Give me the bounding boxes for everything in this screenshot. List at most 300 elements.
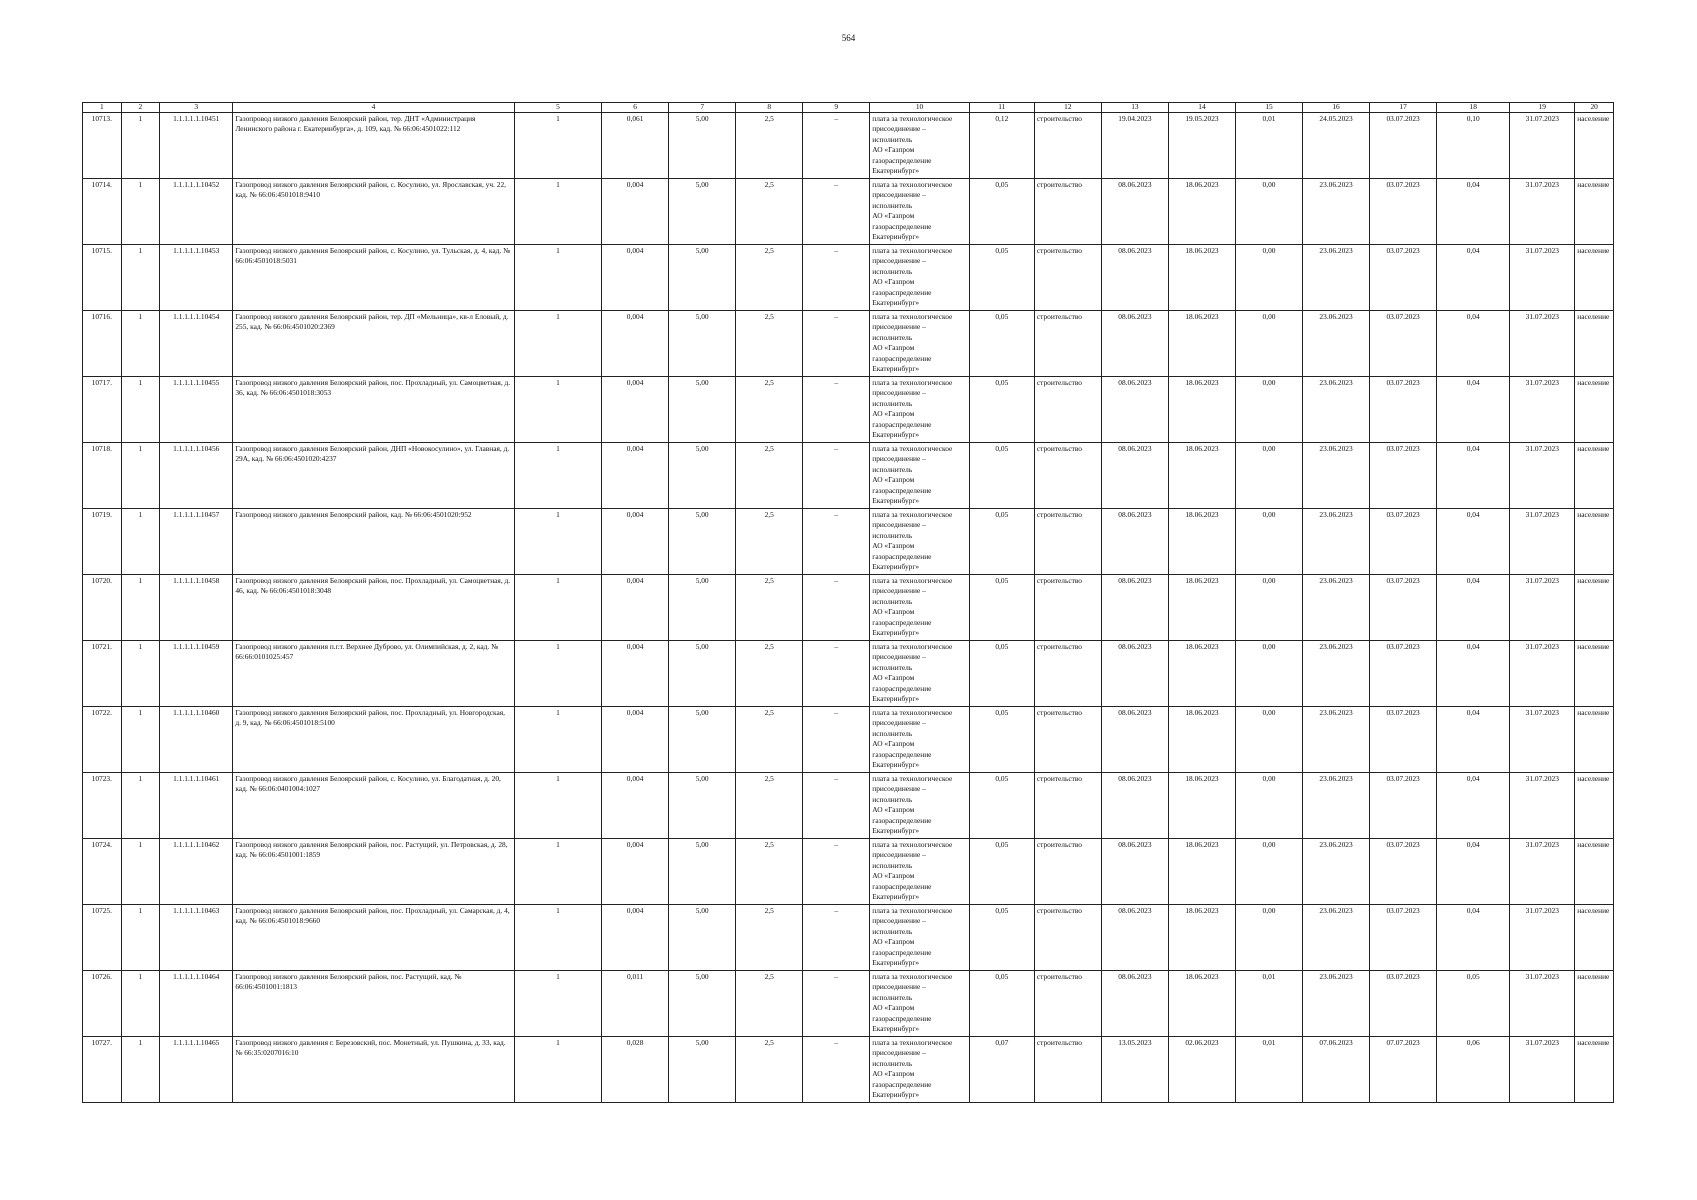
cell-deadline: 31.07.2023 bbox=[1510, 971, 1575, 1037]
cell-end-date: 18.06.2023 bbox=[1168, 971, 1235, 1037]
cell-value-a: 0,00 bbox=[1235, 179, 1302, 245]
cell-deadline: 31.07.2023 bbox=[1510, 575, 1575, 641]
cell-row-number: 10718. bbox=[83, 443, 122, 509]
cell-pressure-b: 2,5 bbox=[736, 641, 803, 707]
cell-object-description: Газопровод низкого давления Белоярский район, пос. Прохладный, ул. Самоцветная, д. 36, кад. № 66:06:4501018:3053 bbox=[233, 377, 514, 443]
cell-count: 1 bbox=[121, 443, 160, 509]
cell-consumer-category: население bbox=[1575, 641, 1614, 707]
table-row bbox=[83, 575, 1614, 641]
cell-consumer-category: население bbox=[1575, 179, 1614, 245]
cell-value-a: 0,01 bbox=[1235, 1037, 1302, 1103]
cell-start-date: 08.06.2023 bbox=[1101, 311, 1168, 377]
cell-start-date: 08.06.2023 bbox=[1101, 641, 1168, 707]
cell-work-type: строительство bbox=[1034, 905, 1101, 971]
cell-length: 0,061 bbox=[602, 113, 669, 179]
cell-value-b: 0,04 bbox=[1437, 707, 1510, 773]
cell-consumer-category: население bbox=[1575, 509, 1614, 575]
cell-date-b: 03.07.2023 bbox=[1370, 707, 1437, 773]
cell-object-description: Газопровод низкого давления Белоярский район, кад. № 66:06:4501020:952 bbox=[233, 509, 514, 575]
cell-object-description: Газопровод низкого давления Белоярский район, тер. ДП «Мельница», кв-л Еловый, д. 255, кад. № 66:06:4501020:2369 bbox=[233, 311, 514, 377]
cell-payment-source: плата за технологическое присоединение – исполнитель АО «Газпром газораспределение Екатеринбург» bbox=[870, 575, 970, 641]
cell-dash: – bbox=[803, 575, 870, 641]
cell-value-a: 0,00 bbox=[1235, 377, 1302, 443]
table-row bbox=[83, 245, 1614, 311]
cell-quantity: 1 bbox=[514, 377, 601, 443]
cell-value-b: 0,04 bbox=[1437, 773, 1510, 839]
cell-dash: – bbox=[803, 773, 870, 839]
cell-length: 0,004 bbox=[602, 839, 669, 905]
cell-pressure-b: 2,5 bbox=[736, 839, 803, 905]
cell-cost: 0,07 bbox=[969, 1037, 1034, 1103]
cell-pressure-a: 5,00 bbox=[669, 311, 736, 377]
cell-quantity: 1 bbox=[514, 641, 601, 707]
column-header-8: 8 bbox=[736, 103, 803, 113]
cell-object-code: 1.1.1.1.1.10455 bbox=[160, 377, 233, 443]
table-row bbox=[83, 443, 1614, 509]
cell-end-date: 18.06.2023 bbox=[1168, 509, 1235, 575]
cell-date-a: 23.06.2023 bbox=[1303, 443, 1370, 509]
column-header-4: 4 bbox=[233, 103, 514, 113]
cell-value-a: 0,00 bbox=[1235, 641, 1302, 707]
cell-start-date: 08.06.2023 bbox=[1101, 575, 1168, 641]
cell-value-b: 0,05 bbox=[1437, 971, 1510, 1037]
cell-dash: – bbox=[803, 443, 870, 509]
table-row bbox=[83, 773, 1614, 839]
cell-date-a: 23.06.2023 bbox=[1303, 773, 1370, 839]
cell-row-number: 10714. bbox=[83, 179, 122, 245]
cell-payment-source: плата за технологическое присоединение – исполнитель АО «Газпром газораспределение Екатеринбург» bbox=[870, 245, 970, 311]
cell-object-code: 1.1.1.1.1.10463 bbox=[160, 905, 233, 971]
cell-consumer-category: население bbox=[1575, 773, 1614, 839]
cell-value-b: 0,04 bbox=[1437, 839, 1510, 905]
cell-count: 1 bbox=[121, 113, 160, 179]
cell-end-date: 18.06.2023 bbox=[1168, 575, 1235, 641]
cell-value-a: 0,00 bbox=[1235, 839, 1302, 905]
cell-consumer-category: население bbox=[1575, 905, 1614, 971]
cell-cost: 0,05 bbox=[969, 509, 1034, 575]
cell-start-date: 08.06.2023 bbox=[1101, 245, 1168, 311]
cell-value-a: 0,00 bbox=[1235, 905, 1302, 971]
cell-value-b: 0,04 bbox=[1437, 509, 1510, 575]
cell-pressure-a: 5,00 bbox=[669, 377, 736, 443]
cell-work-type: строительство bbox=[1034, 1037, 1101, 1103]
cell-object-description: Газопровод низкого давления Белоярский район, пос. Растущий, кад. № 66:06:4501001:1813 bbox=[233, 971, 514, 1037]
cell-count: 1 bbox=[121, 311, 160, 377]
table-row bbox=[83, 707, 1614, 773]
cell-payment-source: плата за технологическое присоединение – исполнитель АО «Газпром газораспределение Екатеринбург» bbox=[870, 443, 970, 509]
cell-length: 0,004 bbox=[602, 641, 669, 707]
table-body bbox=[83, 113, 1614, 1103]
cell-payment-source: плата за технологическое присоединение – исполнитель АО «Газпром газораспределение Екатеринбург» bbox=[870, 1037, 970, 1103]
cell-pressure-a: 5,00 bbox=[669, 179, 736, 245]
cell-quantity: 1 bbox=[514, 575, 601, 641]
cell-length: 0,004 bbox=[602, 509, 669, 575]
cell-count: 1 bbox=[121, 245, 160, 311]
cell-date-b: 03.07.2023 bbox=[1370, 905, 1437, 971]
cell-date-a: 23.06.2023 bbox=[1303, 377, 1370, 443]
cell-count: 1 bbox=[121, 377, 160, 443]
cell-payment-source: плата за технологическое присоединение – исполнитель АО «Газпром газораспределение Екатеринбург» bbox=[870, 377, 970, 443]
cell-deadline: 31.07.2023 bbox=[1510, 1037, 1575, 1103]
cell-payment-source: плата за технологическое присоединение – исполнитель АО «Газпром газораспределение Екатеринбург» bbox=[870, 839, 970, 905]
table-row bbox=[83, 509, 1614, 575]
cell-row-number: 10717. bbox=[83, 377, 122, 443]
table-row bbox=[83, 839, 1614, 905]
cell-cost: 0,05 bbox=[969, 773, 1034, 839]
column-header-12: 12 bbox=[1034, 103, 1101, 113]
page-number: 564 bbox=[841, 33, 856, 43]
cell-deadline: 31.07.2023 bbox=[1510, 311, 1575, 377]
cell-cost: 0,05 bbox=[969, 311, 1034, 377]
cell-cost: 0,05 bbox=[969, 179, 1034, 245]
cell-quantity: 1 bbox=[514, 509, 601, 575]
cell-payment-source: плата за технологическое присоединение – исполнитель АО «Газпром газораспределение Екатеринбург» bbox=[870, 509, 970, 575]
cell-cost: 0,05 bbox=[969, 443, 1034, 509]
cell-length: 0,004 bbox=[602, 179, 669, 245]
cell-date-a: 23.06.2023 bbox=[1303, 839, 1370, 905]
column-header-7: 7 bbox=[669, 103, 736, 113]
cell-object-description: Газопровод низкого давления Белоярский район, пос. Прохладный, ул. Самоцветная, д. 46, кад. № 66:06:4501018:3048 bbox=[233, 575, 514, 641]
cell-start-date: 08.06.2023 bbox=[1101, 971, 1168, 1037]
column-header-1: 1 bbox=[83, 103, 122, 113]
cell-pressure-b: 2,5 bbox=[736, 311, 803, 377]
cell-dash: – bbox=[803, 1037, 870, 1103]
cell-end-date: 18.06.2023 bbox=[1168, 707, 1235, 773]
cell-object-description: Газопровод низкого давления Белоярский район, тер. ДНТ «Администрация Ленинского района г. Екатеринбурга», д. 109, кад. № 66:06:4501022:112 bbox=[233, 113, 514, 179]
cell-count: 1 bbox=[121, 641, 160, 707]
cell-value-b: 0,04 bbox=[1437, 641, 1510, 707]
cell-value-a: 0,00 bbox=[1235, 773, 1302, 839]
cell-dash: – bbox=[803, 707, 870, 773]
cell-end-date: 18.06.2023 bbox=[1168, 377, 1235, 443]
cell-pressure-a: 5,00 bbox=[669, 509, 736, 575]
cell-object-code: 1.1.1.1.1.10459 bbox=[160, 641, 233, 707]
cell-date-b: 03.07.2023 bbox=[1370, 575, 1437, 641]
cell-quantity: 1 bbox=[514, 839, 601, 905]
cell-start-date: 19.04.2023 bbox=[1101, 113, 1168, 179]
cell-row-number: 10720. bbox=[83, 575, 122, 641]
column-header-10: 10 bbox=[870, 103, 970, 113]
cell-payment-source: плата за технологическое присоединение – исполнитель АО «Газпром газораспределение Екатеринбург» bbox=[870, 971, 970, 1037]
cell-object-code: 1.1.1.1.1.10454 bbox=[160, 311, 233, 377]
cell-work-type: строительство bbox=[1034, 707, 1101, 773]
cell-pressure-b: 2,5 bbox=[736, 443, 803, 509]
cell-object-code: 1.1.1.1.1.10465 bbox=[160, 1037, 233, 1103]
cell-end-date: 18.06.2023 bbox=[1168, 179, 1235, 245]
cell-date-a: 23.06.2023 bbox=[1303, 575, 1370, 641]
table-row bbox=[83, 641, 1614, 707]
cell-pressure-a: 5,00 bbox=[669, 773, 736, 839]
cell-deadline: 31.07.2023 bbox=[1510, 509, 1575, 575]
cell-date-a: 23.06.2023 bbox=[1303, 509, 1370, 575]
cell-length: 0,004 bbox=[602, 377, 669, 443]
cell-deadline: 31.07.2023 bbox=[1510, 377, 1575, 443]
cell-date-a: 24.05.2023 bbox=[1303, 113, 1370, 179]
cell-quantity: 1 bbox=[514, 179, 601, 245]
column-header-5: 5 bbox=[514, 103, 601, 113]
cell-work-type: строительство bbox=[1034, 245, 1101, 311]
cell-value-b: 0,04 bbox=[1437, 245, 1510, 311]
cell-length: 0,004 bbox=[602, 245, 669, 311]
cell-object-code: 1.1.1.1.1.10460 bbox=[160, 707, 233, 773]
cell-value-b: 0,04 bbox=[1437, 311, 1510, 377]
cell-date-b: 03.07.2023 bbox=[1370, 641, 1437, 707]
cell-deadline: 31.07.2023 bbox=[1510, 179, 1575, 245]
cell-count: 1 bbox=[121, 971, 160, 1037]
column-header-17: 17 bbox=[1370, 103, 1437, 113]
cell-value-a: 0,01 bbox=[1235, 971, 1302, 1037]
cell-quantity: 1 bbox=[514, 1037, 601, 1103]
cell-pressure-a: 5,00 bbox=[669, 113, 736, 179]
cell-end-date: 18.06.2023 bbox=[1168, 905, 1235, 971]
cell-consumer-category: население bbox=[1575, 971, 1614, 1037]
cell-quantity: 1 bbox=[514, 971, 601, 1037]
cell-object-code: 1.1.1.1.1.10461 bbox=[160, 773, 233, 839]
cell-count: 1 bbox=[121, 179, 160, 245]
cell-count: 1 bbox=[121, 509, 160, 575]
table-row bbox=[83, 377, 1614, 443]
table-row bbox=[83, 179, 1614, 245]
cell-row-number: 10721. bbox=[83, 641, 122, 707]
cell-date-a: 23.06.2023 bbox=[1303, 905, 1370, 971]
cell-consumer-category: население bbox=[1575, 113, 1614, 179]
cell-payment-source: плата за технологическое присоединение – исполнитель АО «Газпром газораспределение Екатеринбург» bbox=[870, 707, 970, 773]
cell-object-code: 1.1.1.1.1.10458 bbox=[160, 575, 233, 641]
cell-end-date: 18.06.2023 bbox=[1168, 773, 1235, 839]
cell-deadline: 31.07.2023 bbox=[1510, 839, 1575, 905]
cell-dash: – bbox=[803, 179, 870, 245]
cell-row-number: 10724. bbox=[83, 839, 122, 905]
cell-start-date: 13.05.2023 bbox=[1101, 1037, 1168, 1103]
cell-pressure-a: 5,00 bbox=[669, 839, 736, 905]
cell-length: 0,004 bbox=[602, 707, 669, 773]
cell-value-a: 0,00 bbox=[1235, 245, 1302, 311]
cell-payment-source: плата за технологическое присоединение – исполнитель АО «Газпром газораспределение Екатеринбург» bbox=[870, 113, 970, 179]
cell-date-b: 03.07.2023 bbox=[1370, 839, 1437, 905]
cell-pressure-a: 5,00 bbox=[669, 707, 736, 773]
table-row bbox=[83, 905, 1614, 971]
cell-work-type: строительство bbox=[1034, 113, 1101, 179]
cell-length: 0,004 bbox=[602, 311, 669, 377]
column-header-9: 9 bbox=[803, 103, 870, 113]
cell-object-code: 1.1.1.1.1.10457 bbox=[160, 509, 233, 575]
column-header-16: 16 bbox=[1303, 103, 1370, 113]
cell-object-code: 1.1.1.1.1.10456 bbox=[160, 443, 233, 509]
cell-row-number: 10727. bbox=[83, 1037, 122, 1103]
cell-consumer-category: население bbox=[1575, 575, 1614, 641]
cell-start-date: 08.06.2023 bbox=[1101, 377, 1168, 443]
cell-dash: – bbox=[803, 905, 870, 971]
cell-end-date: 18.06.2023 bbox=[1168, 245, 1235, 311]
cell-end-date: 18.06.2023 bbox=[1168, 641, 1235, 707]
cell-work-type: строительство bbox=[1034, 509, 1101, 575]
column-header-2: 2 bbox=[121, 103, 160, 113]
cell-payment-source: плата за технологическое присоединение – исполнитель АО «Газпром газораспределение Екатеринбург» bbox=[870, 641, 970, 707]
cell-dash: – bbox=[803, 377, 870, 443]
cell-date-a: 23.06.2023 bbox=[1303, 971, 1370, 1037]
cell-date-b: 03.07.2023 bbox=[1370, 245, 1437, 311]
column-header-11: 11 bbox=[969, 103, 1034, 113]
cell-pressure-a: 5,00 bbox=[669, 1037, 736, 1103]
cell-pressure-a: 5,00 bbox=[669, 245, 736, 311]
cell-dash: – bbox=[803, 641, 870, 707]
cell-quantity: 1 bbox=[514, 311, 601, 377]
cell-quantity: 1 bbox=[514, 773, 601, 839]
cell-date-b: 03.07.2023 bbox=[1370, 971, 1437, 1037]
cell-cost: 0,05 bbox=[969, 245, 1034, 311]
cell-value-b: 0,04 bbox=[1437, 377, 1510, 443]
cell-row-number: 10722. bbox=[83, 707, 122, 773]
cell-length: 0,004 bbox=[602, 905, 669, 971]
cell-date-b: 03.07.2023 bbox=[1370, 443, 1437, 509]
cell-work-type: строительство bbox=[1034, 575, 1101, 641]
cell-object-description: Газопровод низкого давления Белоярский район, с. Косулино, ул. Тульская, д. 4, кад. № 66:06:4501018:5031 bbox=[233, 245, 514, 311]
cell-row-number: 10713. bbox=[83, 113, 122, 179]
cell-row-number: 10723. bbox=[83, 773, 122, 839]
column-header-18: 18 bbox=[1437, 103, 1510, 113]
cell-object-code: 1.1.1.1.1.10452 bbox=[160, 179, 233, 245]
cell-cost: 0,05 bbox=[969, 839, 1034, 905]
cell-date-b: 03.07.2023 bbox=[1370, 773, 1437, 839]
cell-deadline: 31.07.2023 bbox=[1510, 245, 1575, 311]
cell-pressure-a: 5,00 bbox=[669, 905, 736, 971]
registry-table bbox=[82, 102, 1614, 1103]
cell-consumer-category: население bbox=[1575, 311, 1614, 377]
cell-work-type: строительство bbox=[1034, 311, 1101, 377]
cell-date-b: 03.07.2023 bbox=[1370, 179, 1437, 245]
cell-deadline: 31.07.2023 bbox=[1510, 113, 1575, 179]
cell-consumer-category: население bbox=[1575, 707, 1614, 773]
cell-dash: – bbox=[803, 245, 870, 311]
cell-consumer-category: население bbox=[1575, 1037, 1614, 1103]
cell-object-description: Газопровод низкого давления Белоярский район, ДНП «Новокосулино», ул. Главная, д. 29А, кад. № 66:06:4501020:4237 bbox=[233, 443, 514, 509]
cell-row-number: 10726. bbox=[83, 971, 122, 1037]
cell-object-code: 1.1.1.1.1.10451 bbox=[160, 113, 233, 179]
cell-end-date: 18.06.2023 bbox=[1168, 839, 1235, 905]
cell-pressure-a: 5,00 bbox=[669, 443, 736, 509]
cell-pressure-a: 5,00 bbox=[669, 971, 736, 1037]
cell-pressure-b: 2,5 bbox=[736, 179, 803, 245]
header-row bbox=[83, 103, 1614, 113]
cell-row-number: 10716. bbox=[83, 311, 122, 377]
table-row bbox=[83, 1037, 1614, 1103]
cell-consumer-category: население bbox=[1575, 377, 1614, 443]
cell-end-date: 18.06.2023 bbox=[1168, 311, 1235, 377]
cell-cost: 0,05 bbox=[969, 971, 1034, 1037]
table-row bbox=[83, 971, 1614, 1037]
cell-value-a: 0,00 bbox=[1235, 443, 1302, 509]
cell-deadline: 31.07.2023 bbox=[1510, 641, 1575, 707]
table-row bbox=[83, 311, 1614, 377]
cell-value-b: 0,06 bbox=[1437, 1037, 1510, 1103]
cell-object-description: Газопровод низкого давления Белоярский район, с. Косулино, ул. Ярославская, уч. 22, кад. № 66:06:4501018:9410 bbox=[233, 179, 514, 245]
cell-object-description: Газопровод низкого давления Белоярский район, с. Косулино, ул. Благодатная, д. 20, кад. № 66:06:0401004:1027 bbox=[233, 773, 514, 839]
cell-quantity: 1 bbox=[514, 113, 601, 179]
cell-length: 0,028 bbox=[602, 1037, 669, 1103]
cell-quantity: 1 bbox=[514, 707, 601, 773]
cell-pressure-b: 2,5 bbox=[736, 245, 803, 311]
cell-work-type: строительство bbox=[1034, 971, 1101, 1037]
cell-object-description: Газопровод низкого давления Белоярский район, пос. Прохладный, ул. Новгородская, д. 9, кад. № 66:06:4501018:5100 bbox=[233, 707, 514, 773]
cell-start-date: 08.06.2023 bbox=[1101, 773, 1168, 839]
cell-date-a: 07.06.2023 bbox=[1303, 1037, 1370, 1103]
cell-pressure-b: 2,5 bbox=[736, 113, 803, 179]
cell-object-description: Газопровод низкого давления Белоярский район, пос. Прохладный, ул. Самарская, д. 4, кад. № 66:06:4501018:9660 bbox=[233, 905, 514, 971]
cell-value-a: 0,00 bbox=[1235, 311, 1302, 377]
cell-value-a: 0,01 bbox=[1235, 113, 1302, 179]
cell-row-number: 10725. bbox=[83, 905, 122, 971]
cell-start-date: 08.06.2023 bbox=[1101, 509, 1168, 575]
cell-work-type: строительство bbox=[1034, 641, 1101, 707]
cell-row-number: 10715. bbox=[83, 245, 122, 311]
cell-pressure-b: 2,5 bbox=[736, 773, 803, 839]
cell-pressure-a: 5,00 bbox=[669, 641, 736, 707]
cell-value-a: 0,00 bbox=[1235, 707, 1302, 773]
cell-date-b: 03.07.2023 bbox=[1370, 113, 1437, 179]
cell-end-date: 19.05.2023 bbox=[1168, 113, 1235, 179]
cell-object-description: Газопровод низкого давления Белоярский район, пос. Растущий, ул. Петровская, д. 28, кад. № 66:06:4501001:1859 bbox=[233, 839, 514, 905]
cell-deadline: 31.07.2023 bbox=[1510, 443, 1575, 509]
cell-start-date: 08.06.2023 bbox=[1101, 707, 1168, 773]
column-header-13: 13 bbox=[1101, 103, 1168, 113]
cell-value-b: 0,04 bbox=[1437, 575, 1510, 641]
cell-quantity: 1 bbox=[514, 443, 601, 509]
column-header-15: 15 bbox=[1235, 103, 1302, 113]
cell-object-description: Газопровод низкого давления г. Березовский, пос. Монетный, ул. Пушкина, д. 33, кад. № 66:35:0207016:10 bbox=[233, 1037, 514, 1103]
cell-object-code: 1.1.1.1.1.10464 bbox=[160, 971, 233, 1037]
cell-date-a: 23.06.2023 bbox=[1303, 641, 1370, 707]
cell-payment-source: плата за технологическое присоединение – исполнитель АО «Газпром газораспределение Екатеринбург» bbox=[870, 905, 970, 971]
cell-dash: – bbox=[803, 509, 870, 575]
cell-value-a: 0,00 bbox=[1235, 575, 1302, 641]
cell-work-type: строительство bbox=[1034, 377, 1101, 443]
cell-cost: 0,05 bbox=[969, 905, 1034, 971]
cell-dash: – bbox=[803, 311, 870, 377]
cell-pressure-a: 5,00 bbox=[669, 575, 736, 641]
cell-start-date: 08.06.2023 bbox=[1101, 839, 1168, 905]
cell-quantity: 1 bbox=[514, 245, 601, 311]
cell-pressure-b: 2,5 bbox=[736, 377, 803, 443]
cell-date-b: 03.07.2023 bbox=[1370, 311, 1437, 377]
cell-count: 1 bbox=[121, 575, 160, 641]
cell-payment-source: плата за технологическое присоединение – исполнитель АО «Газпром газораспределение Екатеринбург» bbox=[870, 311, 970, 377]
cell-pressure-b: 2,5 bbox=[736, 971, 803, 1037]
column-header-19: 19 bbox=[1510, 103, 1575, 113]
cell-start-date: 08.06.2023 bbox=[1101, 443, 1168, 509]
cell-pressure-b: 2,5 bbox=[736, 509, 803, 575]
cell-pressure-b: 2,5 bbox=[736, 1037, 803, 1103]
cell-object-code: 1.1.1.1.1.10462 bbox=[160, 839, 233, 905]
cell-work-type: строительство bbox=[1034, 179, 1101, 245]
cell-value-a: 0,00 bbox=[1235, 509, 1302, 575]
column-header-20: 20 bbox=[1575, 103, 1614, 113]
cell-date-b: 03.07.2023 bbox=[1370, 377, 1437, 443]
cell-work-type: строительство bbox=[1034, 773, 1101, 839]
cell-cost: 0,05 bbox=[969, 641, 1034, 707]
table-header bbox=[83, 103, 1614, 113]
cell-consumer-category: население bbox=[1575, 245, 1614, 311]
cell-date-b: 07.07.2023 bbox=[1370, 1037, 1437, 1103]
cell-count: 1 bbox=[121, 707, 160, 773]
cell-count: 1 bbox=[121, 839, 160, 905]
column-header-6: 6 bbox=[602, 103, 669, 113]
cell-length: 0,004 bbox=[602, 575, 669, 641]
cell-count: 1 bbox=[121, 1037, 160, 1103]
cell-row-number: 10719. bbox=[83, 509, 122, 575]
cell-object-description: Газопровод низкого давления п.г.т. Верхнее Дуброво, ул. Олимпийская, д. 2, кад. № 66:66:0101025:457 bbox=[233, 641, 514, 707]
cell-work-type: строительство bbox=[1034, 443, 1101, 509]
cell-value-b: 0,04 bbox=[1437, 443, 1510, 509]
